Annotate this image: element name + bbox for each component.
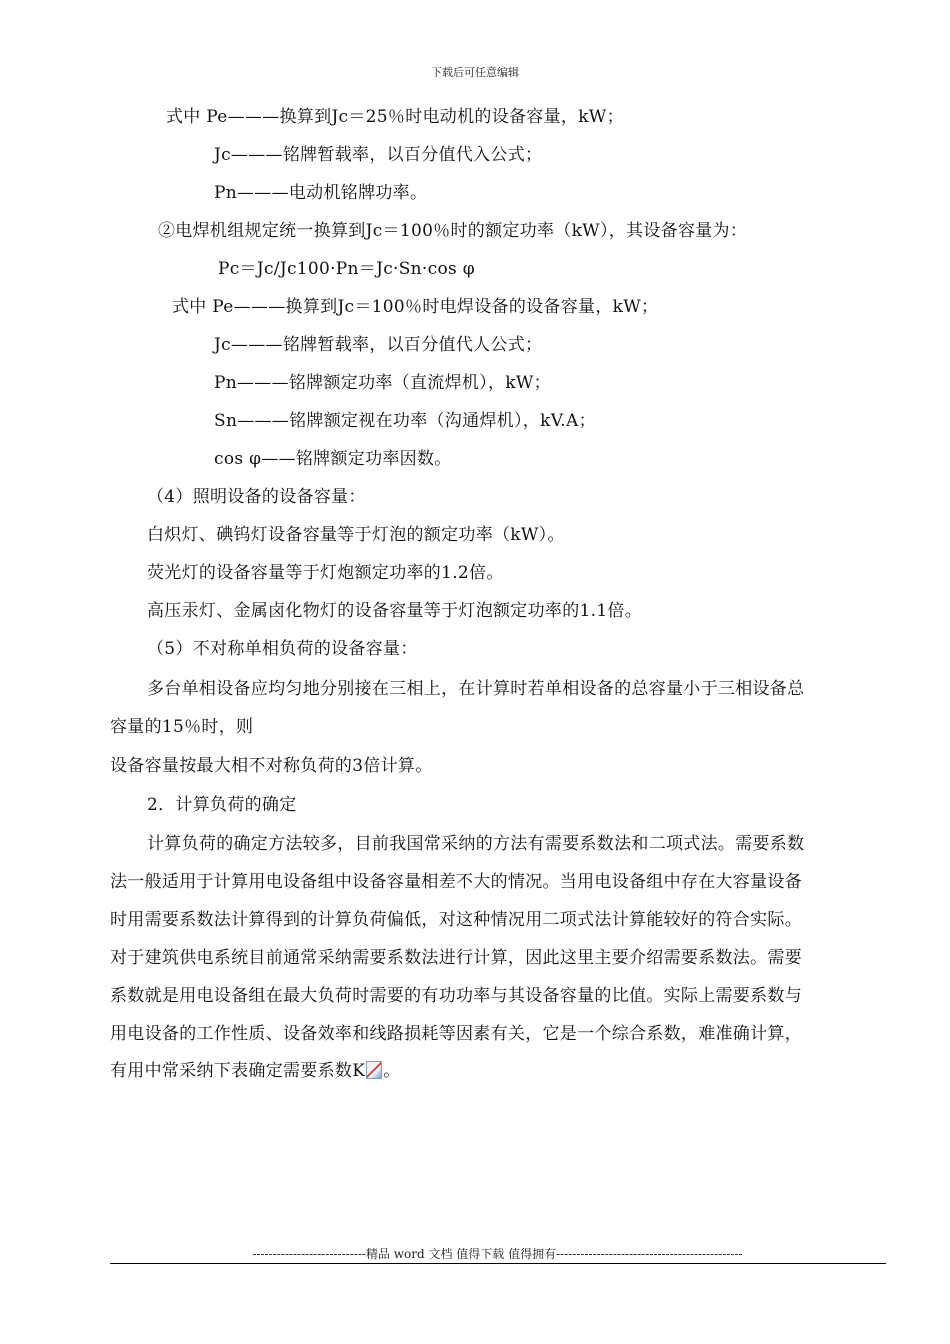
section-heading: （4）照明设备的设备容量： (147, 487, 366, 507)
text-line: ②电焊机组规定统一换算到Jc＝100％时的额定功率（kW），其设备容量为： (158, 221, 748, 241)
text-line: 时用需要系数法计算得到的计算负荷偏低，对这种情况用二项式法计算能较好的符合实际。 (110, 910, 802, 930)
text-line: 高压汞灯、金属卤化物灯的设备容量等于灯泡额定功率的1.1倍。 (147, 601, 643, 621)
text-line: 多台单相设备应均匀地分别接在三相上，在计算时若单相设备的总容量小于三相设备总 (147, 679, 805, 699)
text-line: 式中 Pe———换算到Jc＝100％时电焊设备的设备容量，kW； (172, 297, 659, 317)
text-line: cos φ——铭牌额定功率因数。 (214, 449, 452, 469)
formula-line: Pc＝Jc/Jc100·Pn＝Jc·Sn·cos φ (218, 259, 475, 279)
text-line-with-icon (110, 1060, 401, 1082)
text-line: 白炽灯、碘钨灯设备容量等于灯泡的额定功率（kW）。 (147, 525, 565, 545)
text-line: 式中 Pe———换算到Jc＝25％时电动机的设备容量，kW； (166, 107, 624, 127)
page-footer: ----------------------------精品 word 文档 值得下载 值得拥有---------------------------------------------- (252, 1247, 743, 1261)
text-segment: 有用中常采纳下表确定需要系数K (110, 1061, 366, 1081)
section-heading: 2．计算负荷的确定 (147, 795, 297, 815)
text-line: 计算负荷的确定方法较多，目前我国常采纳的方法有需要系数法和二项式法。需要系数 (147, 834, 805, 854)
text-line: Jc———铭牌暂载率，以百分值代入公式； (214, 145, 543, 165)
text-line: 荧光灯的设备容量等于灯炮额定功率的1.2倍。 (147, 563, 504, 583)
text-line: 设备容量按最大相不对称负荷的3倍计算。 (110, 756, 433, 776)
footer-divider (110, 1263, 886, 1264)
text-line: Sn———铭牌额定视在功率（沟通焊机），kV.A； (214, 411, 596, 431)
text-line: 法一般适用于计算用电设备组中设备容量相差不大的情况。当用电设备组中存在大容量设备 (110, 872, 802, 892)
embedded-image-icon (366, 1061, 382, 1079)
text-line: 系数就是用电设备组在最大负荷时需要的有功功率与其设备容量的比值。实际上需要系数与 (110, 986, 802, 1006)
text-line: 对于建筑供电系统目前通常采纳需要系数法进行计算，因此这里主要介绍需要系数法。需要 (110, 948, 802, 968)
text-line: Jc———铭牌暂载率，以百分值代人公式； (214, 335, 543, 355)
section-heading: （5）不对称单相负荷的设备容量： (147, 639, 418, 659)
text-line: 用电设备的工作性质、设备效率和线路损耗等因素有关，它是一个综合系数，难准确计算， (110, 1024, 802, 1044)
text-line: Pn———铭牌额定功率（直流焊机），kW； (214, 373, 551, 393)
text-line: 容量的15％时，则 (110, 717, 254, 737)
text-segment: 。 (383, 1061, 401, 1081)
text-line: Pn———电动机铭牌功率。 (214, 183, 428, 203)
page-header: 下载后可任意编辑 (431, 66, 519, 79)
